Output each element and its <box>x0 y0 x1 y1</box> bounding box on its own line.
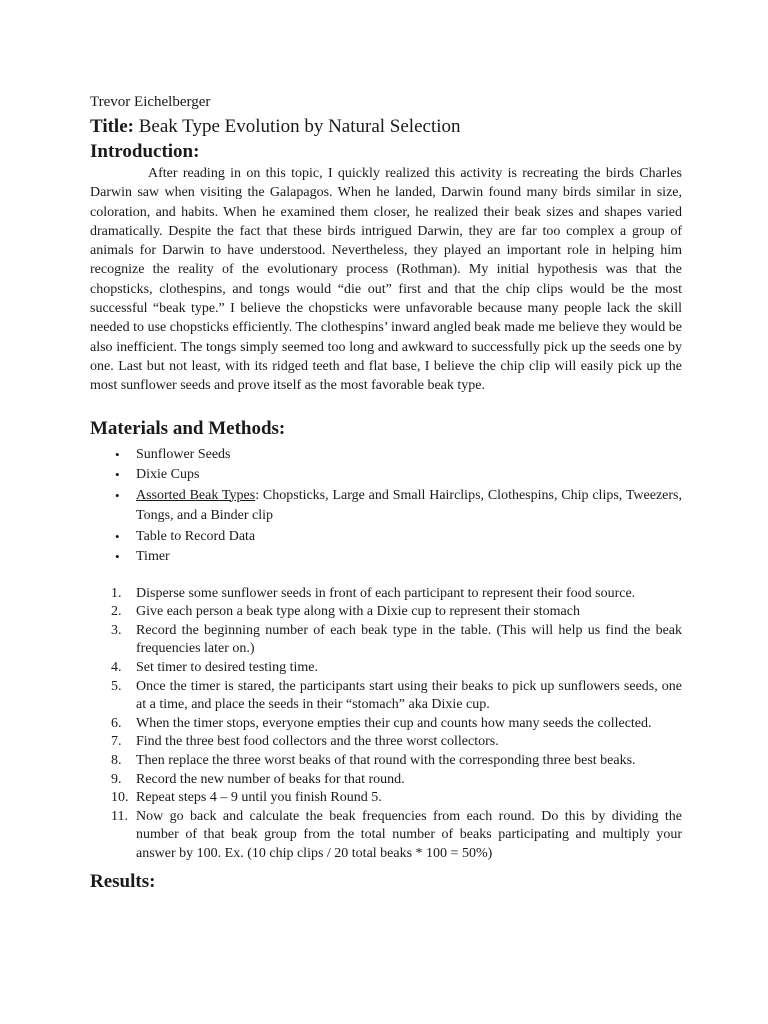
step-item <box>90 678 682 715</box>
step-item <box>90 733 682 752</box>
step-item <box>90 771 682 790</box>
materials-list <box>90 445 682 568</box>
bullet-icon: • <box>115 487 120 503</box>
step-item <box>90 622 682 659</box>
step-number: 2. <box>111 604 122 620</box>
materials-item-text: Sunflower Seeds <box>136 446 231 462</box>
step-number: 7. <box>111 734 122 750</box>
step-item <box>90 585 682 604</box>
step-number: 10. <box>111 790 129 806</box>
document-title <box>90 114 682 139</box>
materials-item-text: Timer <box>136 549 170 565</box>
step-number: 9. <box>111 771 122 787</box>
step-item <box>90 789 682 808</box>
step-text: Disperse some sunflower seeds in front of each participant to represent their food source. <box>136 585 636 601</box>
introduction-heading: Introduction: <box>90 141 200 162</box>
materials-item-text: : Chopsticks, Large and Small Hairclips, Clothespins, Chip clips, Tweezers, Tongs, and a Binder clip <box>136 487 683 524</box>
materials-list-item <box>90 527 682 548</box>
title-label: Title: <box>90 116 134 137</box>
step-item <box>90 808 682 864</box>
materials-list-item <box>90 445 682 466</box>
materials-item-text: Table to Record Data <box>136 528 256 544</box>
step-text: Find the three best food collectors and the three worst collectors. <box>136 734 499 750</box>
step-number: 8. <box>111 752 122 768</box>
step-text: When the timer stops, everyone empties their cup and counts how many seeds the collected. <box>136 715 652 731</box>
bullet-icon: • <box>115 446 120 462</box>
step-number: 6. <box>111 715 122 731</box>
step-text: Then replace the three worst beaks of that round with the corresponding three best beaks. <box>136 752 636 768</box>
bullet-icon: • <box>115 467 120 483</box>
step-text: Once the timer is stared, the participants start using their beaks to pick up sunflowers seeds, one at a time, and place the seeds in their “stomach” aka Dixie cup. <box>136 678 682 713</box>
title-text: Beak Type Evolution by Natural Selection <box>133 116 461 137</box>
step-item <box>90 715 682 734</box>
step-number: 4. <box>111 659 122 675</box>
results-heading: Results: <box>90 871 156 893</box>
step-text: Record the new number of beaks for that round. <box>136 771 405 787</box>
step-number: 5. <box>111 678 122 694</box>
materials-list-item <box>90 465 682 486</box>
bullet-icon: • <box>115 549 120 565</box>
step-text: Give each person a beak type along with a Dixie cup to represent their stomach <box>136 604 580 620</box>
materials-item-underlined: Assorted Beak Types <box>136 487 256 503</box>
materials-item-text: Dixie Cups <box>136 467 200 483</box>
methods-steps-list <box>90 585 682 864</box>
step-text: Set timer to desired testing time. <box>136 659 318 675</box>
step-item <box>90 752 682 771</box>
materials-list-item <box>90 547 682 568</box>
introduction-paragraph: After reading in on this topic, I quickly realized this activity is recreating the birds Charles Darwin saw when visiting the Galapagos. When he landed, Darwin found many birds similar in size, coloration, and habits. When he examined them closer, he realized their beak sizes and shapes varied dramatically. Despite the fact that these birds intrigued Darwin, they are far too complex a group of animals for Darwin to have understood. Nevertheless, they played an important role in helping him recognize the reality of the evolutionary process (Rothman). My initial hypothesis was that the chopsticks, clothespins, and tongs would “die out” first and that the chip clips would be the most successful “beak type.” I believe the chopsticks were unfavorable because many people lack the skill needed to use chopsticks efficiently. The clothespins’ inward angled beak made me believe they would be also inefficient. The tongs simply seemed too long and awkward to successfully pick up the seeds one by one. Last but not least, with its ridged teeth and flat base, I believe the chip clip will easily pick up the most sunflower seeds and prove itself as the most favorable beak type. <box>90 166 682 394</box>
bullet-icon: • <box>115 528 120 544</box>
step-item <box>90 659 682 678</box>
author-name: Trevor Eichelberger <box>90 94 211 110</box>
step-text: Repeat steps 4 – 9 until you finish Round 5. <box>136 790 382 806</box>
step-item <box>90 603 682 622</box>
step-number: 1. <box>111 585 122 601</box>
step-number: 3. <box>111 622 122 638</box>
materials-list-item <box>90 486 682 527</box>
step-text: Record the beginning number of each beak type in the table. (This will help us find the beak frequencies later on.) <box>136 622 682 657</box>
materials-methods-heading: Materials and Methods: <box>90 417 286 439</box>
step-number: 11. <box>111 808 128 824</box>
step-text: Now go back and calculate the beak frequencies from each round. Do this by dividing the number of that beak group from the total number of beaks participating and multiply your answer by 100. Ex. (10 chip clips / 20 total beaks * 100 = 50%) <box>136 808 682 861</box>
